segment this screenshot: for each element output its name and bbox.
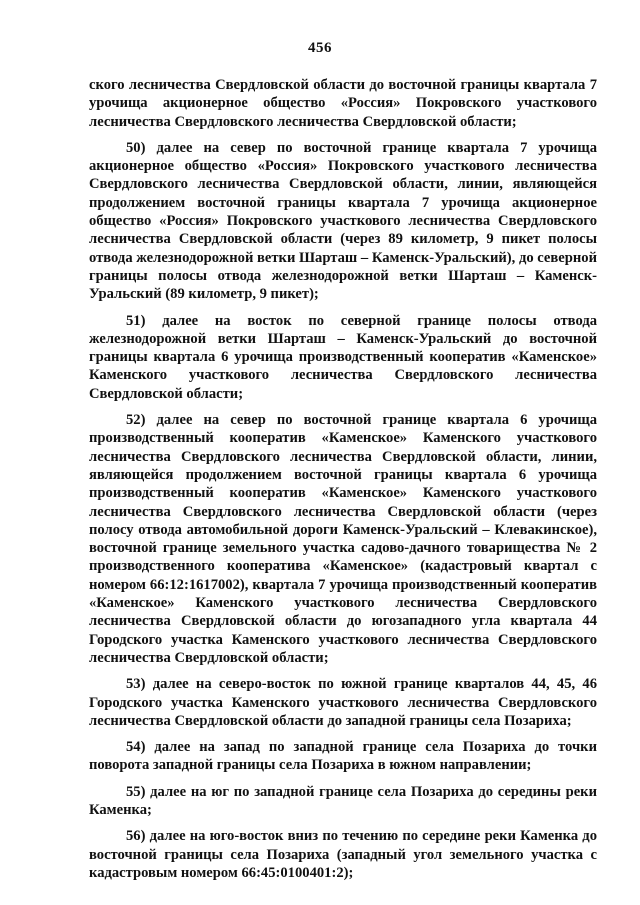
paragraph-item-54: 54) далее на запад по западной границе села Позариха до точки поворота западной границы села Позариха в южном направлении; [89, 739, 597, 774]
paragraph-item-55: 55) далее на юг по западной границе села Позариха до середины реки Каменка; [89, 783, 597, 818]
paragraph-item-52: 52) далее на север по восточной границе квартала 6 урочища производственный кооператив «Каменское» Каменского участкового лесничества Свердловского лесничества Свердловской области, линии, являющейся продолжением восточной границы квартала 6 урочища производственный кооператив «Каменское» Каменского участкового лесничества Свердловского лесничества Свердловской области (через полосу отвода автомобильной дороги Каменск-Уральский – Клевакинское), восточной границе земельного участка садово-дачного товарищества № 2 производственного кооператива «Каменское» (кадастровый квартал с номером 66:12:1617002), квартала 7 урочища производственный кооператив «Каменское» Каменского участкового лесничества Свердловского лесничества Свердловской области до югозападного угла квартала 44 Городского участка Каменского участкового лесничества Свердловского лесничества Свердловской области; [89, 412, 597, 666]
page-body [89, 76, 597, 890]
paragraph-item-53: 53) далее на северо-восток по южной границе кварталов 44, 45, 46 Городского участка Каменского участкового лесничества Свердловского лесничества Свердловской области до западной границы села Позариха; [89, 676, 597, 729]
paragraph-item-56: 56) далее на юго-восток вниз по течению по середине реки Каменка до восточной границы села Позариха (западный угол земельного участка с кадастровым номером 66:45:0100401:2); [89, 828, 597, 881]
paragraph-item-51: 51) далее на восток по северной границе полосы отвода железнодорожной ветки Шарташ – Каменск-Уральский до восточной границы квартала 6 урочища производственный кооператив «Каменское» Каменского участкового лесничества Свердловского лесничества Свердловской области; [89, 312, 597, 402]
paragraph-item-50: 50) далее на север по восточной границе квартала 7 урочища акционерное общество «Россия» Покровского участкового лесничества Свердловского лесничества Свердловской области, линии, являющейся продолжением восточной границы квартала 7 урочища акционерное общество «Россия» Покровского участкового лесничества Свердловского лесничества Свердловской области (через 89 километр, 9 пикет полосы отвода железнодорожной ветки Шарташ – Каменск-Уральский), до северной границы полосы отвода железнодорожной ветки Шарташ – Каменск-Уральский (89 километр, 9 пикет); [89, 139, 597, 303]
page-number: 456 [308, 40, 332, 56]
paragraph-continuation: ского лесничества Свердловской области до восточной границы квартала 7 урочища акционерное общество «Россия» Покровского участкового лесничества Свердловского лесничества Свердловской области; [89, 77, 597, 130]
